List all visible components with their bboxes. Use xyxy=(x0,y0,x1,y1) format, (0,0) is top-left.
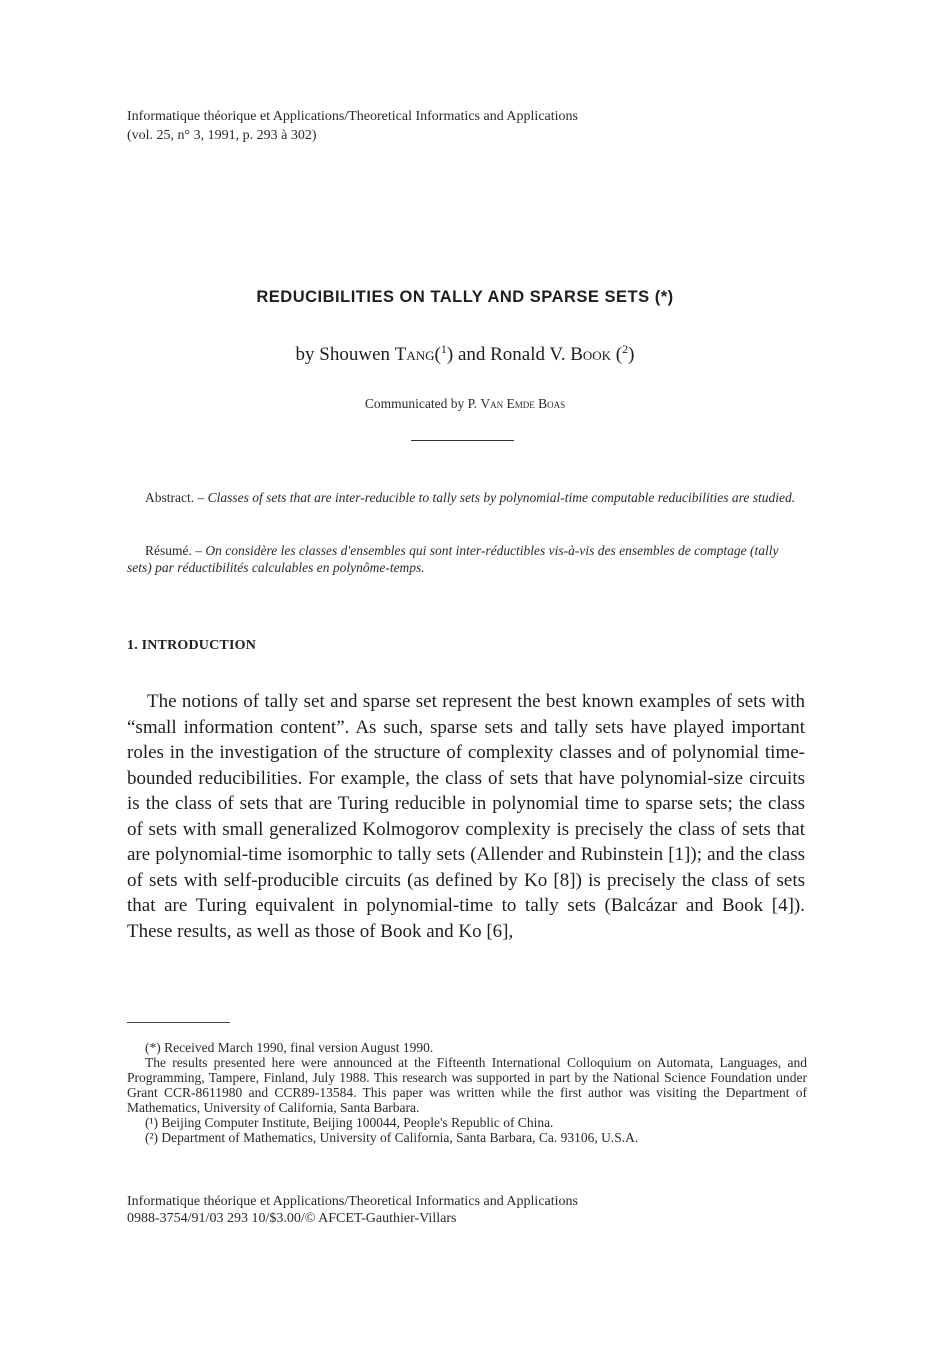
paper-title: REDUCIBILITIES ON TALLY AND SPARSE SETS (*) xyxy=(256,288,674,306)
communicator-name: Van Emde Boas xyxy=(480,396,566,411)
journal-header xyxy=(127,107,578,145)
title-divider xyxy=(411,440,514,441)
resume xyxy=(127,542,805,576)
communicated-prefix: Communicated by P. xyxy=(364,396,477,411)
resume-text: On considère les classes d'ensembles qui sont inter-réductibles vis-à-vis des ensembles de comptage (tally sets) par réductibilités calculables en polynôme-temps. xyxy=(127,543,779,575)
author-line: by Shouwen Tang($^1$) and Ronald V. Book ($^2$) xyxy=(295,342,635,365)
author-prefix: by Shouwen xyxy=(295,344,391,365)
footnote-affiliation-1: (¹) Beijing Computer Institute, Beijing 100044, People's Republic of China. xyxy=(145,1115,554,1130)
author-connector: and Ronald V. xyxy=(457,344,566,365)
abstract-text: Classes of sets that are inter-reducible to tally sets by polynomial-time computable reducibilities are studied. xyxy=(207,490,796,505)
footnote-affiliation-2: (²) Department of Mathematics, University of California, Santa Barbara, Ca. 93106, U.S.A. xyxy=(145,1130,639,1145)
footer-journal-name: Informatique théorique et Applications/Theoretical Informatics and Applications xyxy=(127,1194,578,1209)
section-heading: 1. INTRODUCTION xyxy=(127,638,257,653)
communicated-by xyxy=(0,396,930,412)
author1-surname: Tang xyxy=(394,344,435,365)
abstract-label: Abstract. – xyxy=(145,490,205,505)
journal-name: Informatique théorique et Applications/Theoretical Informatics and Applications xyxy=(127,109,578,124)
footer-issn: 0988-3754/91/03 293 10/$3.00/© AFCET-Gauthier-Villars xyxy=(127,1211,457,1226)
footnote-divider xyxy=(127,1022,230,1023)
author2-footnote-mark: 2 xyxy=(622,342,629,356)
resume-label: Résumé. – xyxy=(145,543,202,558)
footnotes xyxy=(127,1040,807,1145)
footnote-support: The results presented here were announced at the Fifteenth International Colloquium on Automata, Languages, and Programming, Tampere, Finland, July 1988. This research was supported in part by the National Science Foundation under Grant CCR-8611980 and CCR89-13584. This paper was written while the first author was visiting the Department of Mathematics, University of California, Santa Barbara. xyxy=(127,1055,807,1115)
journal-footer xyxy=(127,1193,578,1227)
abstract xyxy=(127,489,805,506)
author1-footnote-mark: 1 xyxy=(440,342,447,356)
intro-paragraph: The notions of tally set and sparse set represent the best known examples of sets with “small information content”. As such, sparse sets and tally sets have played important roles in the investigation of the structure of complexity classes and of polynomial time-bounded reducibilities. For example, the class of sets that have polynomial-size circuits is the class of sets that are Turing reducible in polynomial time to sparse sets; the class of sets with small generalized Kolmogorov complexity is precisely the class of sets that are polynomial-time isomorphic to tally sets (Allender and Rubinstein [1]); and the class of sets with self-producible circuits (as defined by Ko [8]) is precisely the class of sets that are Turing equivalent in polynomial-time to tally sets (Balcázar and Book [4]). These results, as well as those of Book and Ko [6], xyxy=(127,691,805,942)
author2-surname: Book xyxy=(570,344,612,365)
footnote-received: (*) Received March 1990, final version August 1990. xyxy=(145,1040,434,1055)
volume-info: (vol. 25, n° 3, 1991, p. 293 à 302) xyxy=(127,128,317,143)
